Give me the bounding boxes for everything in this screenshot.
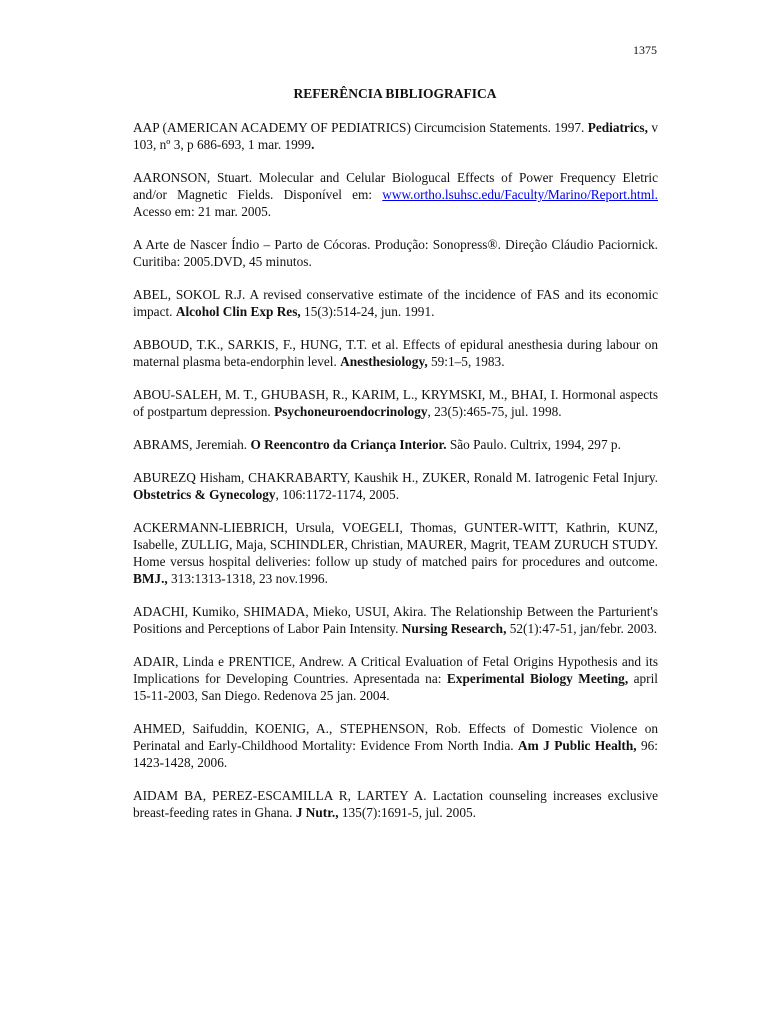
reference-journal: Nursing Research, [401,621,507,636]
reference-details: , 23(5):465-75, jul. 1998. [427,404,562,419]
reference-item [133,469,658,503]
reference-text: ABRAMS, Jeremiah. [133,437,251,452]
reference-text: ADACHI, Kumiko, SHIMADA, Mieko, USUI, Akira. The Relationship Between the Parturient's Positions and Perceptions of Labor Pain Intensity. [133,604,658,636]
reference-details: Acesso em: 21 mar. 2005. [133,204,272,219]
reference-text: ADAIR, Linda e PRENTICE, Andrew. A Critical Evaluation of Fetal Origins Hypothesis and its Implications for Developing Countries. Apresentada na: [133,654,658,686]
reference-text: AHMED, Saifuddin, KOENIG, A., STEPHENSON, Rob. Effects of Domestic Violence on Perinatal and Early-Childhood Mortality: Evidence From North India. [133,721,658,753]
reference-journal: Psychoneuroendocrinology [274,404,428,419]
reference-item [133,787,658,821]
reference-journal: J Nutr., [295,805,339,820]
reference-text: ACKERMANN-LIEBRICH, Ursula, VOEGELI, Thomas, GUNTER-WITT, Kathrin, KUNZ, Isabelle, ZULLIG, Maja, SCHINDLER, Christian, MAURER, Magrit, TEAM ZURUCH STUDY. Home versus hospital deliveries: follow up study of matched pairs for procedures and outcome. [133,520,658,569]
reference-details: 313:1313-1318, 23 nov.1996. [167,571,328,586]
reference-text: AARONSON, Stuart. Molecular and Celular Biologucal Effects of Power Frequency Eletric and/or Magnetic Fields. Disponível em: [133,170,658,202]
page-title: REFERÊNCIA BIBLIOGRAFICA [293,86,497,101]
reference-details: 15(3):514-24, jun. 1991. [300,304,435,319]
reference-item [133,336,658,370]
reference-details: 96: 1423-1428, 2006. [133,738,658,770]
reference-item [133,653,658,704]
reference-details: v 103, nº 3, p 686-693, 1 mar. 1999 [133,120,658,152]
reference-details-end: . [311,137,315,152]
reference-list [133,119,658,837]
reference-journal: Alcohol Clin Exp Res, [175,304,301,319]
reference-item [133,436,658,453]
reference-journal: Experimental Biology Meeting, [446,671,629,686]
reference-journal: Pediatrics, [584,120,648,135]
reference-details: 59:1–5, 1983. [427,354,505,369]
reference-item [133,603,658,637]
reference-item [133,519,658,587]
reference-journal: Am J Public Health, [518,738,637,753]
reference-text: AAP (AMERICAN ACADEMY OF PEDIATRICS) Circumcision Statements. 1997. [133,120,585,135]
reference-journal: Anesthesiology, [340,354,428,369]
reference-journal: O Reencontro da Criança Interior. [250,437,447,452]
reference-details: 135(7):1691-5, jul. 2005. [338,805,476,820]
page-number: 1375 [633,43,657,57]
reference-journal: Obstetrics & Gynecology [133,487,276,502]
reference-link[interactable]: www.ortho.lsuhsc.edu/Faculty/Marino/Report.html. [382,187,658,202]
reference-journal: BMJ., [133,571,168,586]
reference-text: A Arte de Nascer Índio – Parto de Cócoras. Produção: Sonopress®. Direção Cláudio Paciornick. Curitiba: 2005.DVD, 45 minutos. [133,237,658,269]
reference-text: ABEL, SOKOL R.J. A revised conservative estimate of the incidence of FAS and its economic impact. [133,287,658,319]
reference-text: ABUREZQ Hisham, CHAKRABARTY, Kaushik H., ZUKER, Ronald M. Iatrogenic Fetal Injury. [133,470,658,485]
reference-item [133,236,658,270]
reference-item [133,720,658,771]
reference-item [133,119,658,153]
reference-text: ABBOUD, T.K., SARKIS, F., HUNG, T.T. et al. Effects of epidural anesthesia during labour on maternal plasma beta-endorphin level. [133,337,658,369]
reference-item [133,286,658,320]
reference-item [133,386,658,420]
reference-text: ABOU-SALEH, M. T., GHUBASH, R., KARIM, L., KRYMSKI, M., BHAI, I. Hormonal aspects of postpartum depression. [133,387,658,419]
reference-text: AIDAM BA, PEREZ-ESCAMILLA R, LARTEY A. Lactation counseling increases exclusive breast-feeding rates in Ghana. [133,788,658,820]
reference-details: , 106:1172-1174, 2005. [275,487,400,502]
reference-details: april 15-11-2003, San Diego. Redenova 25 jan. 2004. [133,671,658,703]
reference-details: São Paulo. Cultrix, 1994, 297 p. [446,437,621,452]
reference-details: 52(1):47-51, jan/febr. 2003. [506,621,658,636]
reference-item [133,169,658,220]
